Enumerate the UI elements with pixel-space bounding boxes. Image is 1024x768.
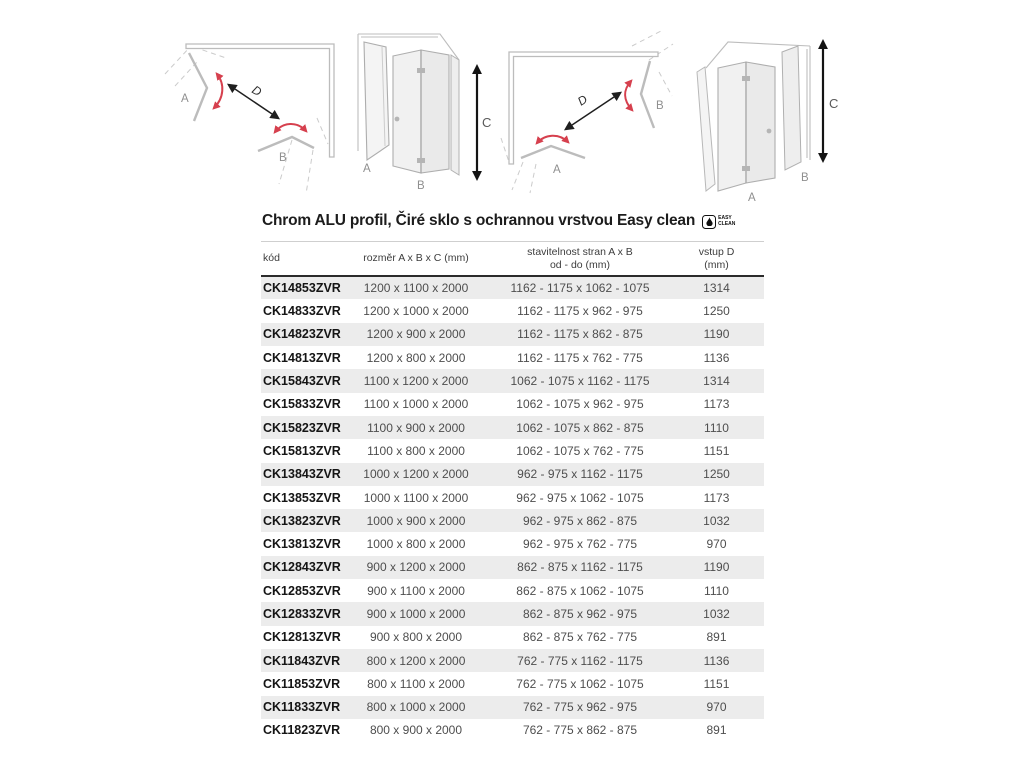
size-value: 900 x 1200 x 2000 — [366, 560, 466, 575]
entry-width-value: 1250 — [703, 304, 730, 319]
adjustability-value: 762 - 775 x 962 - 975 — [522, 700, 638, 715]
label-a: A — [748, 192, 756, 204]
label-a: A — [553, 164, 561, 176]
hinge-bottom — [417, 158, 425, 163]
table-row — [261, 346, 764, 369]
entry-width-value: 1110 — [704, 583, 729, 598]
header-kod: kód — [261, 242, 341, 277]
wall-outline — [509, 52, 658, 164]
table-row — [261, 463, 764, 486]
size-value: 800 x 900 x 2000 — [369, 723, 463, 738]
entry-width-value: 1173 — [703, 397, 730, 412]
diagram-iso-left — [352, 20, 497, 205]
entry-width-value: 1136 — [703, 653, 730, 668]
size-value: 1200 x 1000 x 2000 — [363, 304, 469, 319]
size-value: 900 x 1000 x 2000 — [366, 606, 466, 621]
side-wall-panel — [697, 67, 715, 191]
adjustability-value: 1062 - 1075 x 862 - 875 — [516, 420, 644, 435]
section-title-row — [262, 212, 735, 230]
size-value: 1100 x 900 x 2000 — [367, 420, 465, 435]
product-code: CK13853ZVR — [263, 490, 341, 505]
adjustability-value: 762 - 775 x 1162 - 1175 — [517, 653, 643, 668]
entry-width-value: 1151 — [703, 443, 730, 458]
product-code: CK11823ZVR — [263, 723, 341, 738]
table-row — [261, 649, 764, 672]
table-row — [261, 696, 764, 719]
hinge-top — [742, 76, 750, 81]
adjustability-value: 1162 - 1175 x 1062 - 1075 — [510, 281, 650, 296]
table-row — [261, 393, 764, 416]
table-row — [261, 556, 764, 579]
entry-width-value: 1250 — [703, 467, 730, 482]
entry-width-value: 970 — [706, 537, 727, 552]
size-value: 1000 x 1200 x 2000 — [363, 467, 469, 482]
header-stavitelnost — [491, 242, 669, 277]
entry-width-value: 1314 — [703, 281, 730, 296]
product-code: CK11853ZVR — [263, 676, 341, 691]
product-code: CK12833ZVR — [263, 606, 341, 621]
entry-width-value: 970 — [706, 700, 727, 715]
header-stavitelnost-line2: od - do (mm) — [549, 258, 611, 271]
size-value: 800 x 1100 x 2000 — [367, 676, 465, 691]
easy-clean-line1: EASY — [718, 214, 732, 221]
adjustability-value: 1062 - 1075 x 962 - 975 — [516, 397, 644, 412]
bifold-left-leaf — [393, 50, 421, 173]
adjustability-value: 862 - 875 x 1162 - 1175 — [517, 560, 643, 575]
label-b: B — [279, 152, 287, 164]
swing-arrow-b — [275, 124, 306, 132]
adjustability-value: 962 - 975 x 762 - 775 — [522, 537, 638, 552]
label-a: A — [181, 93, 189, 105]
door-handle — [395, 117, 400, 122]
size-value: 900 x 1100 x 2000 — [367, 583, 465, 598]
product-code: CK15843ZVR — [263, 374, 341, 389]
door-handle — [767, 129, 772, 134]
product-code: CK12813ZVR — [263, 630, 341, 645]
size-value: 1000 x 800 x 2000 — [366, 537, 466, 552]
table-row — [261, 276, 764, 299]
size-value: 1000 x 900 x 2000 — [366, 513, 466, 528]
table-row — [261, 486, 764, 509]
size-value: 1200 x 900 x 2000 — [366, 327, 466, 342]
diagram-plan-left — [163, 22, 348, 200]
label-b: B — [656, 100, 664, 112]
size-value: 1200 x 1100 x 2000 — [363, 281, 469, 296]
size-value: 1200 x 800 x 2000 — [366, 350, 466, 365]
door-b-fold — [258, 137, 314, 151]
spec-table — [261, 241, 764, 742]
product-code: CK11843ZVR — [263, 653, 341, 668]
hinge-bottom — [742, 166, 750, 171]
table-row — [261, 602, 764, 625]
label-b: B — [801, 172, 809, 184]
adjustability-value: 962 - 975 x 862 - 875 — [522, 513, 638, 528]
table-row — [261, 672, 764, 695]
entry-width-value: 891 — [706, 630, 727, 645]
fixed-panel-b — [782, 46, 801, 170]
size-value: 800 x 1200 x 2000 — [366, 653, 466, 668]
side-glass-panel — [451, 55, 459, 175]
swing-arrow-a — [214, 74, 222, 108]
adjustability-value: 762 - 775 x 1062 - 1075 — [516, 676, 644, 691]
adjustability-value: 1062 - 1075 x 1162 - 1175 — [510, 374, 650, 389]
entry-width-value: 1314 — [703, 374, 730, 389]
swing-arrow-b — [625, 81, 632, 110]
diagram-iso-right — [688, 18, 843, 206]
door-b-fold — [641, 61, 654, 128]
table-row — [261, 532, 764, 555]
entry-width-value: 1190 — [703, 560, 730, 575]
hinge-top — [417, 68, 425, 73]
adjustability-value: 1162 - 1175 x 862 - 875 — [517, 327, 643, 342]
wall-outline — [186, 44, 334, 157]
label-a: A — [363, 163, 371, 175]
adjustability-value: 1062 - 1075 x 762 - 775 — [516, 443, 644, 458]
table-row — [261, 439, 764, 462]
table-row — [261, 416, 764, 439]
size-value: 900 x 800 x 2000 — [369, 630, 463, 645]
header-stavitelnost-line1: stavitelnost stran A x B — [527, 246, 633, 258]
entry-width-value: 1110 — [704, 420, 729, 435]
entry-width-value: 1190 — [703, 327, 730, 342]
product-code: CK11833ZVR — [263, 700, 341, 715]
product-code: CK14813ZVR — [263, 350, 341, 365]
product-code: CK13813ZVR — [263, 537, 341, 552]
easy-clean-line2: CLEAN — [718, 220, 736, 227]
table-row — [261, 626, 764, 649]
size-value: 800 x 1000 x 2000 — [366, 700, 466, 715]
table-body — [261, 276, 764, 742]
table-header-row — [261, 242, 764, 277]
entry-width-value: 891 — [706, 723, 727, 738]
size-value: 1000 x 1100 x 2000 — [363, 490, 469, 505]
label-b: B — [417, 180, 425, 192]
entry-width-value: 1136 — [703, 350, 730, 365]
diagram-plan-right — [493, 22, 675, 197]
adjustability-value: 862 - 875 x 762 - 775 — [522, 630, 638, 645]
adjustability-value: 962 - 975 x 1062 - 1075 — [516, 490, 644, 505]
entry-width-value: 1032 — [703, 513, 730, 528]
product-code: CK15833ZVR — [263, 397, 341, 412]
size-value: 1100 x 1200 x 2000 — [363, 374, 469, 389]
adjustability-value: 1162 - 1175 x 762 - 775 — [517, 350, 643, 365]
entry-width-value: 1151 — [703, 676, 730, 691]
table-row — [261, 579, 764, 602]
table-row — [261, 509, 764, 532]
adjustability-value: 862 - 875 x 962 - 975 — [522, 606, 638, 621]
open-position-dashes — [165, 47, 328, 194]
entry-dimension-arrow — [566, 93, 620, 129]
product-code: CK14823ZVR — [263, 327, 341, 342]
product-code: CK13823ZVR — [263, 513, 341, 528]
section-title: Chrom ALU profil, Čiré sklo s ochrannou vrstvou Easy clean — [262, 212, 696, 229]
header-vstup — [669, 242, 764, 277]
swing-arrow-a — [537, 136, 568, 143]
header-rozmer: rozměr A x B x C (mm) — [341, 242, 491, 277]
product-code: CK15813ZVR — [263, 443, 341, 458]
entry-width-value: 1173 — [703, 490, 730, 505]
door-a-fold — [189, 53, 207, 121]
door-a-fold — [521, 146, 585, 158]
product-code: CK15823ZVR — [263, 420, 341, 435]
product-code: CK14833ZVR — [263, 304, 341, 319]
bifold-right-leaf — [421, 50, 449, 173]
label-d: D — [575, 92, 590, 109]
droplet-icon — [702, 215, 716, 229]
adjustability-value: 1162 - 1175 x 962 - 975 — [517, 304, 643, 319]
size-value: 1100 x 1000 x 2000 — [363, 397, 469, 412]
header-vstup-line2: (mm) — [704, 258, 729, 271]
product-code: CK12843ZVR — [263, 560, 341, 575]
product-code: CK14853ZVR — [263, 281, 341, 296]
table-row — [261, 323, 764, 346]
label-c: C — [482, 115, 492, 130]
header-vstup-line1: vstup D — [698, 246, 735, 258]
product-code: CK12853ZVR — [263, 583, 341, 598]
easy-clean-label — [718, 216, 735, 228]
table-row — [261, 369, 764, 392]
label-c: C — [829, 96, 839, 111]
easy-clean-badge — [702, 215, 735, 229]
adjustability-value: 962 - 975 x 1162 - 1175 — [517, 467, 643, 482]
bifold-left-leaf — [718, 62, 746, 191]
adjustability-value: 762 - 775 x 862 - 875 — [522, 723, 638, 738]
size-value: 1100 x 800 x 2000 — [367, 443, 465, 458]
adjustability-value: 862 - 875 x 1062 - 1075 — [516, 583, 644, 598]
table-row — [261, 299, 764, 322]
table-row — [261, 719, 764, 742]
entry-width-value: 1032 — [703, 606, 730, 621]
product-code: CK13843ZVR — [263, 467, 341, 482]
bifold-right-leaf — [746, 62, 775, 183]
label-d: D — [249, 82, 265, 100]
